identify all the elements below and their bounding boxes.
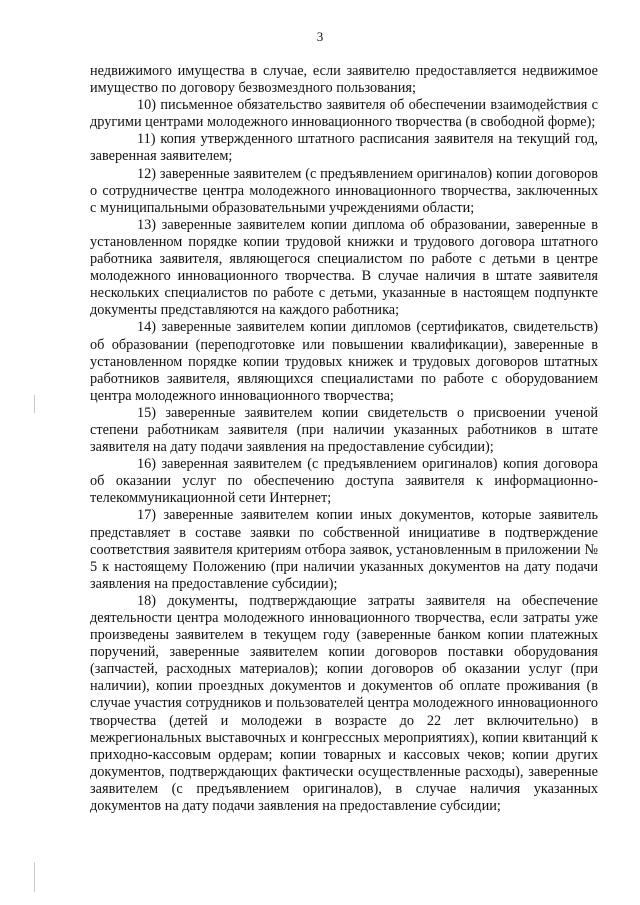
list-item-15: 15) заверенные заявителем копии свидетельств о присвоении ученой степени работникам заявителя (при наличии указанных работников в штате заявителя на дату подачи заявления на предоставление субсидии); xyxy=(90,404,598,456)
paragraph-continuation: недвижимого имущества в случае, если заявителю предоставляется недвижимое имущество по договору безвозмездного пользования; xyxy=(90,63,598,97)
page-number: 3 xyxy=(316,29,324,44)
list-item-11: 11) копия утвержденного штатного расписания заявителя на текущий год, заверенная заявителем; xyxy=(90,131,598,165)
list-item-14: 14) заверенные заявителем копии дипломов (сертификатов, свидетельств) об образовании (переподготовке или повышении квалификации), заверенные в установленном порядке копии трудовых книжек и трудовых договоров штатных работников заявителя, являющихся специалистами по работе с оборудованием центра молодежного инновационного творчества; xyxy=(90,319,598,404)
scan-margin-mark xyxy=(34,395,35,413)
list-item-18: 18) документы, подтверждающие затраты заявителя на обеспечение деятельности центра молодежного инновационного творчества, если затраты уже произведены заявителем в текущем году (заверенные банком копии платежных поручений, заверенные заявителем копии договоров поставки оборудования (запчастей, расходных материалов); копии договоров об оказании услуг (при наличии), копии проездных документов и документов об оплате проживания (в случае участия сотрудников и пользователей центра молодежного инновационного творчества (детей и молодежи в возрасте до 22 лет включительно) в межрегиональных выставочных и конгрессных мероприятиях), копии квитанций к приходно-кассовым ордерам; копии товарных и кассовых чеков; копии других документов, подтверждающих фактически осуществленные расходы), заверенные заявителем (с предъявлением оригиналов), в случае наличия указанных документов на дату подачи заявления на предоставление субсидии; xyxy=(90,592,598,815)
scan-margin-mark xyxy=(34,862,35,892)
document-body xyxy=(90,63,598,815)
list-item-12: 12) заверенные заявителем (с предъявлением оригиналов) копии договоров о сотрудничестве центра молодежного инновационного творчества, заключенных с муниципальными образовательными учреждениями области; xyxy=(90,165,598,216)
list-item-10: 10) письменное обязательство заявителя об обеспечении взаимодействия с другими центрами молодежного инновационного творчества (в свободной форме); xyxy=(90,97,598,131)
list-item-13: 13) заверенные заявителем копии диплома об образовании, заверенные в установленном порядке копии трудовой книжки и трудового договора штатного работника заявителя, являющегося специалистом по работе с детьми в центре молодежного инновационного творчества. В случае наличия в штате заявителя нескольких специалистов по работе с детьми, указанные в настоящем подпункте документы представляются на каждого работника; xyxy=(90,216,598,319)
list-item-16: 16) заверенная заявителем (с предъявлением оригиналов) копия договора об оказании услуг по обеспечению доступа заявителя к информационно-телекоммуникационной сети Интернет; xyxy=(90,456,598,507)
list-item-17: 17) заверенные заявителем копии иных документов, которые заявитель представляет в составе заявки по собственной инициативе в подтверждение соответствия заявителя критериям отбора заявок, установленным в приложении № 5 к настоящему Положению (при наличии указанных документов на дату подачи заявления на предоставление субсидии); xyxy=(90,507,598,592)
